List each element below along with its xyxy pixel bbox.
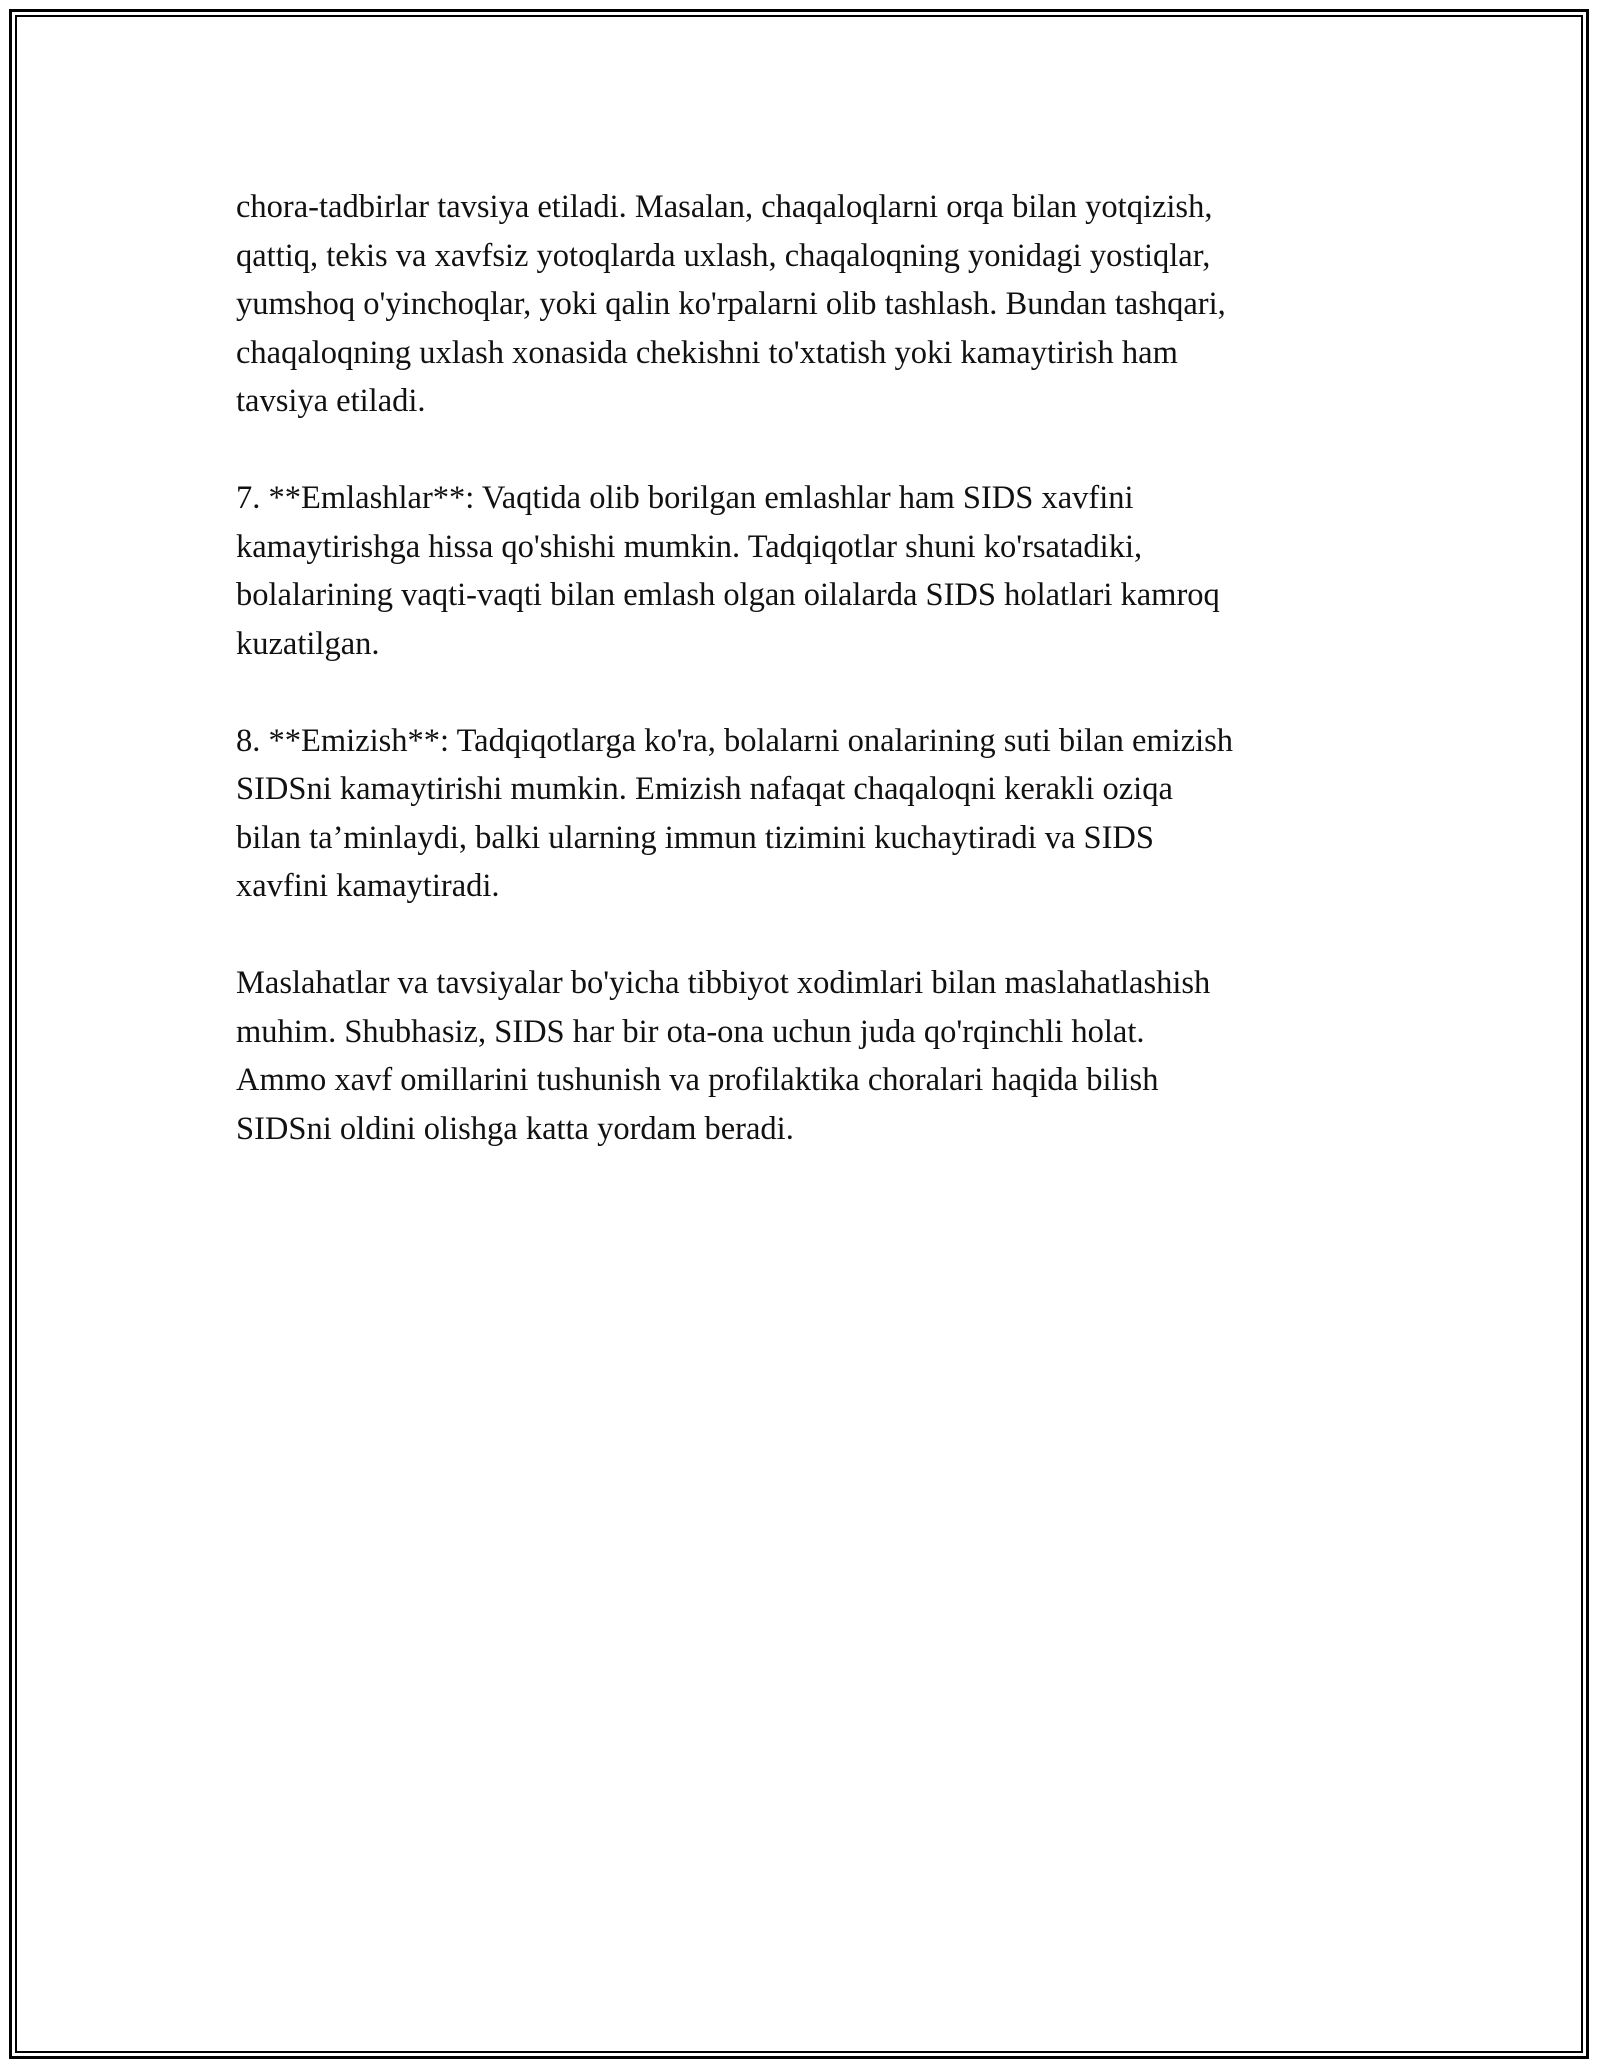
text-line: qattiq, tekis va xavfsiz yotoqlarda uxlash, chaqaloqning yonidagi yostiqlar, — [236, 237, 1211, 274]
text-line: 7. **Emlashlar**: Vaqtida olib borilgan emlashlar ham SIDS xavfini — [236, 480, 1134, 516]
text-line: SIDSni oldini olishga katta yordam beradi. — [236, 1110, 794, 1147]
text-line: Ammo xavf omillarini tushunish va profilaktika choralari haqida bilish — [236, 1062, 1159, 1098]
text-line: chaqaloqning uxlash xonasida chekishni to'xtatish yoki kamaytirish ham — [236, 334, 1178, 371]
text-line: tavsiya etiladi. — [236, 383, 426, 419]
text-line: chora-tadbirlar tavsiya etiladi. Masalan, chaqaloqlarni orqa bilan yotqizish, — [236, 189, 1213, 225]
text-line: muhim. Shubhasiz, SIDS har bir ota-ona uchun juda qo'rqinchli holat. — [236, 1013, 1145, 1050]
paragraph-vaccinations — [236, 474, 1386, 668]
text-line: kamaytirishga hissa qo'shishi mumkin. Tadqiqotlar shuni ko'rsatadiki, — [236, 528, 1143, 565]
paragraph-prevention — [236, 183, 1386, 426]
text-line: 8. **Emizish**: Tadqiqotlarga ko'ra, bolalarni onalarining suti bilan emizish — [236, 722, 1234, 759]
text-line: yumshoq o'yinchoqlar, yoki qalin ko'rpalarni olib tashlash. Bundan tashqari, — [236, 286, 1226, 322]
text-line: SIDSni kamaytirishi mumkin. Emizish nafaqat chaqaloqni kerakli oziqa — [236, 771, 1173, 807]
paragraph-conclusion — [236, 959, 1386, 1153]
document-body — [236, 183, 1386, 1202]
paragraph-breastfeeding — [236, 717, 1386, 911]
text-line: kuzatilgan. — [236, 625, 380, 662]
text-line: xavfini kamaytiradi. — [236, 868, 500, 904]
text-line: bolalarining vaqti-vaqti bilan emlash olgan oilalarda SIDS holatlari kamroq — [236, 577, 1220, 613]
text-line: bilan ta’minlaydi, balki ularning immun tizimini kuchaytiradi va SIDS — [236, 819, 1154, 856]
text-line: Maslahatlar va tavsiyalar bo'yicha tibbiyot xodimlari bilan maslahatlashish — [236, 965, 1211, 1001]
